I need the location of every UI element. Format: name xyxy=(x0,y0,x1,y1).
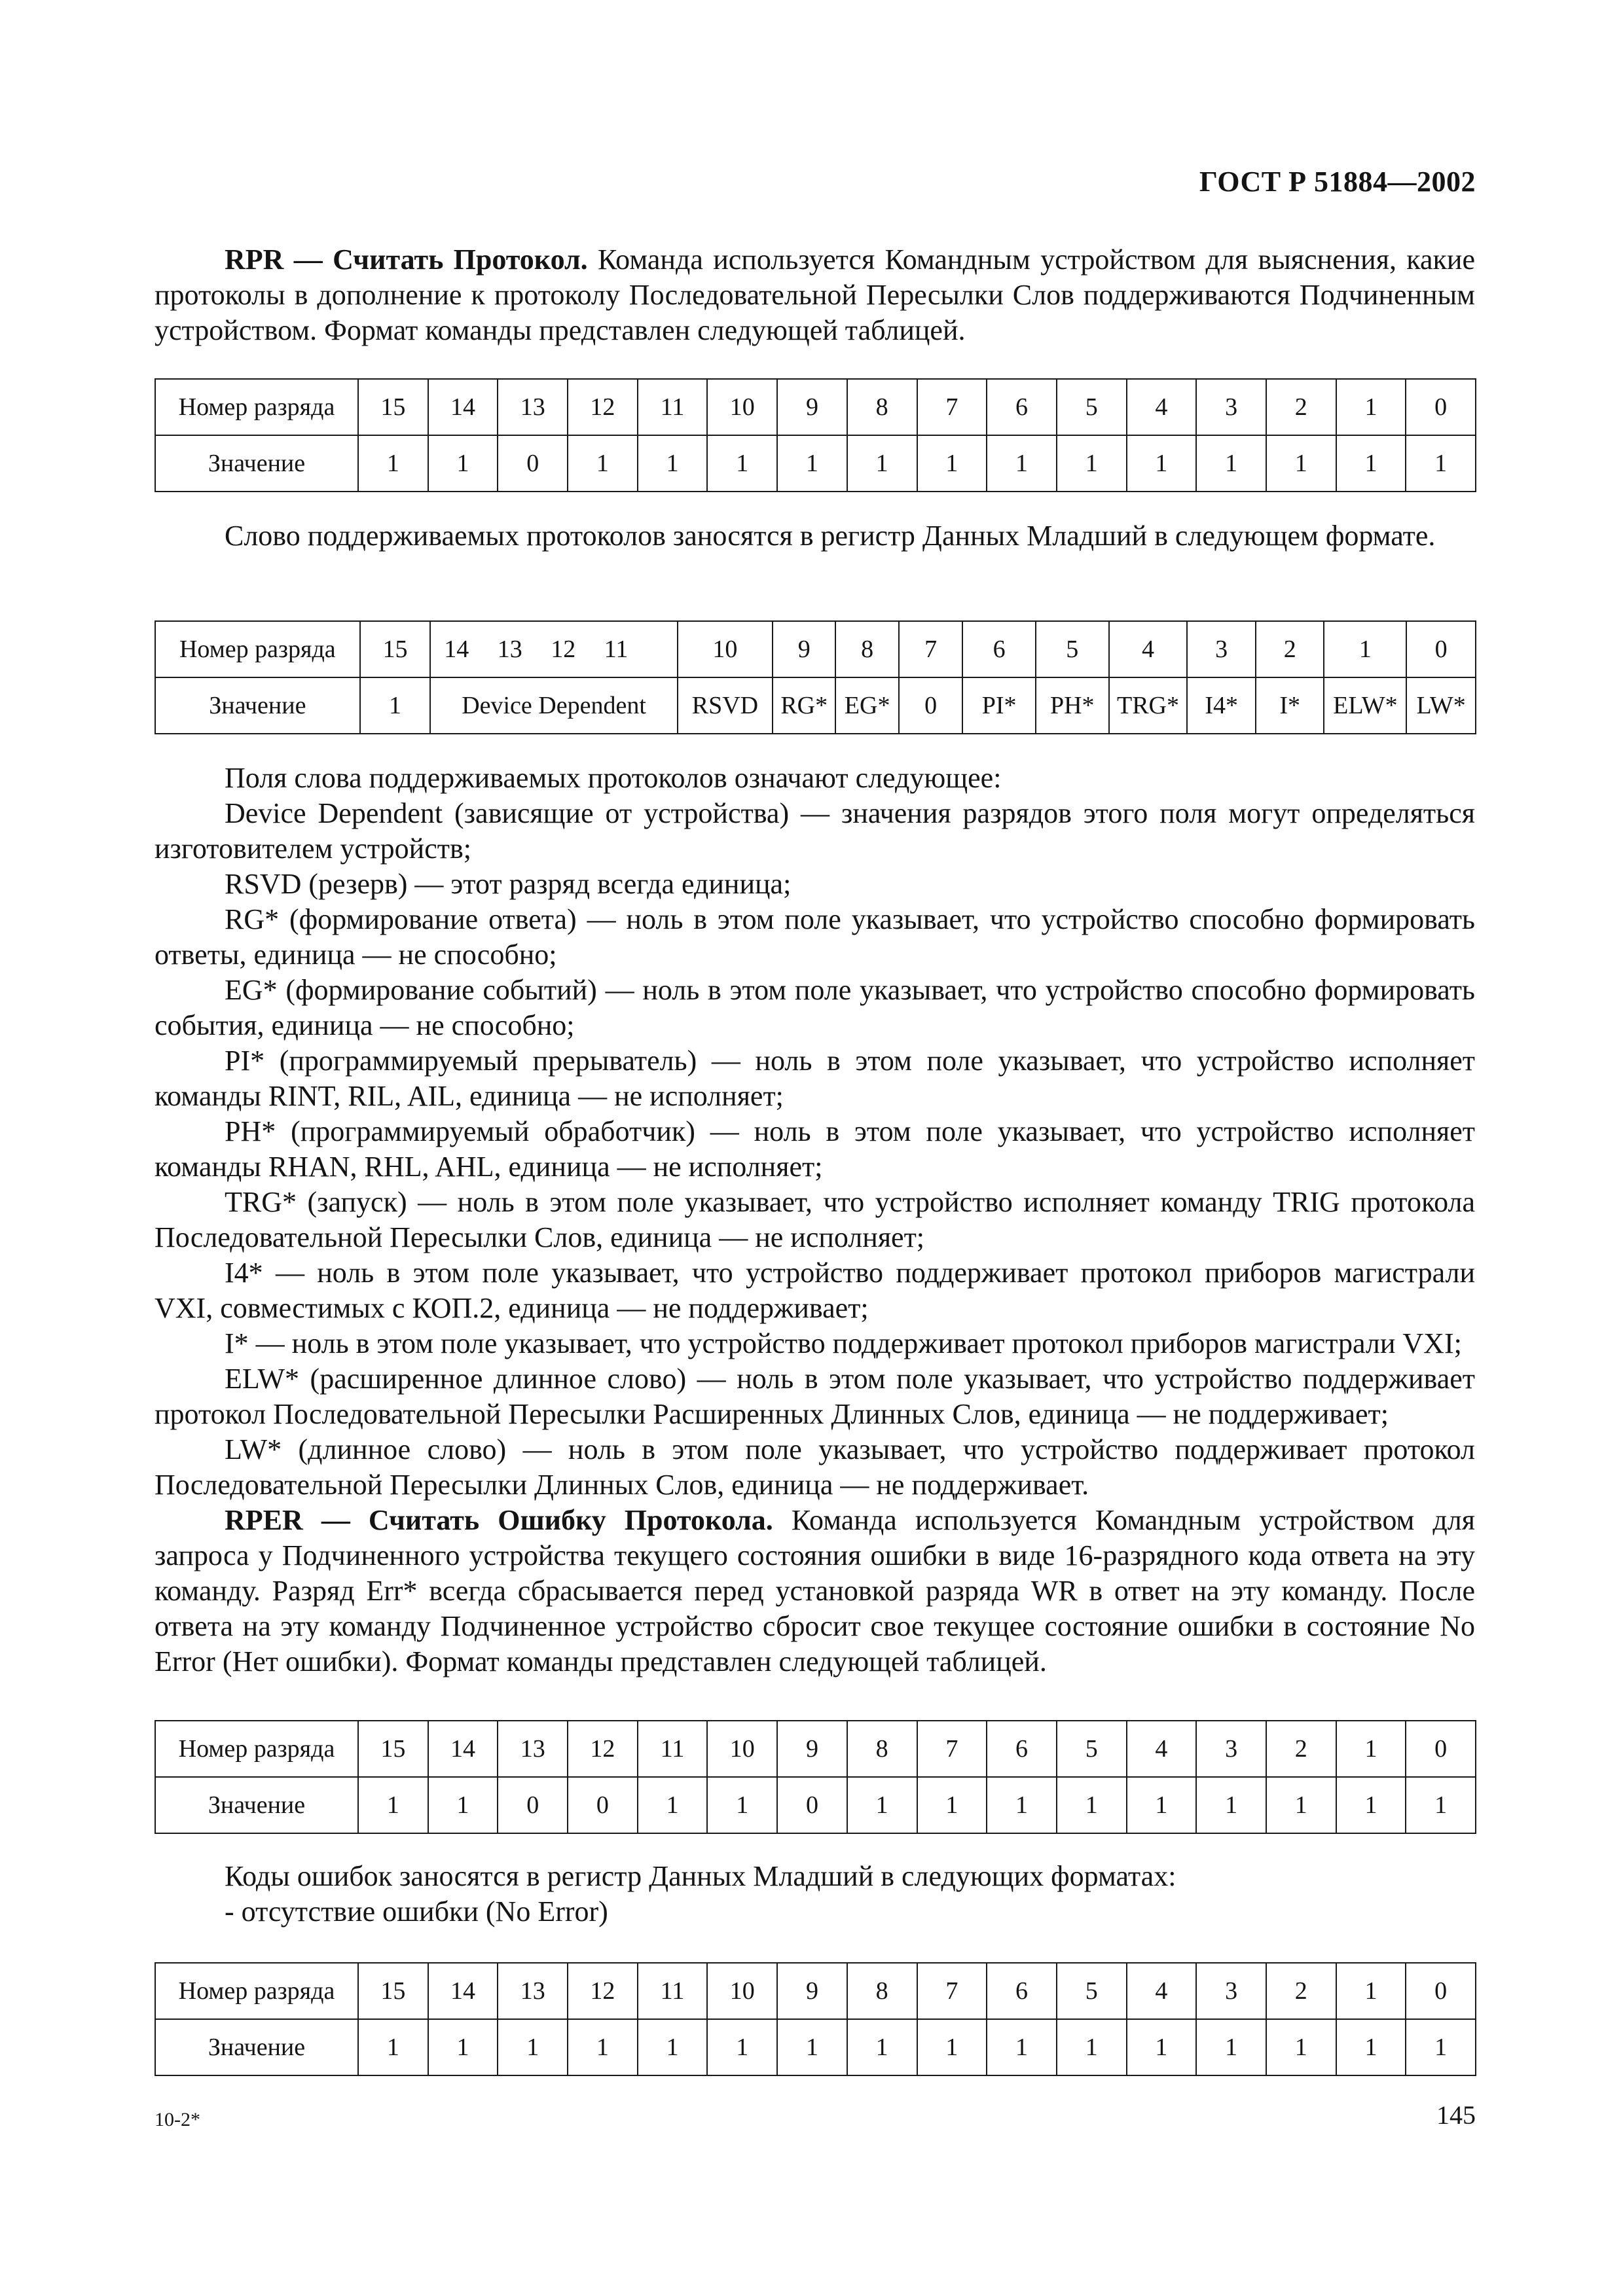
value-cell: 1 xyxy=(1266,435,1336,492)
value-cell: 1 xyxy=(428,2019,498,2075)
value-cell: 0 xyxy=(498,1777,568,1833)
value-cell: 1 xyxy=(1196,2019,1266,2075)
field-item: ELW* (расширенное длинное слово) — ноль в этом поле указывает, что устройство поддерживает протокол Последовательной Пересылки Расширенных Длинных Слов, единица — не поддерживает; xyxy=(155,1363,1475,1430)
value-cell: ELW* xyxy=(1324,677,1406,734)
value-cell: 1 xyxy=(917,1777,987,1833)
value-cell: 0 xyxy=(498,435,568,492)
bit-cell: 4 xyxy=(1127,379,1197,435)
value-cell: 1 xyxy=(1406,435,1476,492)
value-cell: PH* xyxy=(1036,677,1109,734)
value-cell: RG* xyxy=(773,677,835,734)
field-item: EG* (формирование событий) — ноль в этом поле указывает, что устройство способно формировать события, единица — не способно; xyxy=(155,974,1475,1041)
value-cell: 1 xyxy=(987,435,1057,492)
error-codes-paragraph xyxy=(155,1859,1475,1929)
page-number: 145 xyxy=(1436,2100,1476,2130)
bit-cell: 15 xyxy=(358,1963,428,2019)
value-cell: EG* xyxy=(835,677,898,734)
bit-cell: 2 xyxy=(1266,1721,1336,1777)
value-cell: 1 xyxy=(1336,1777,1406,1833)
bit-cell: 13 xyxy=(498,1721,568,1777)
table-row-bits xyxy=(155,1721,1476,1777)
row-label-bits: Номер разряда xyxy=(155,621,360,677)
field-item: TRG* (запуск) — ноль в этом поле указывает, что устройство исполняет команду TRIG протокола Последовательной Пересылки Слов, единица — не исполняет; xyxy=(155,1186,1475,1253)
table-row-bits xyxy=(155,379,1476,435)
value-cell: LW* xyxy=(1406,677,1476,734)
value-cell: 1 xyxy=(638,1777,708,1833)
value-cell: 1 xyxy=(638,435,708,492)
bit-cell: 1 xyxy=(1336,379,1406,435)
value-cell: 1 xyxy=(358,1777,428,1833)
value-cell: 1 xyxy=(1127,435,1197,492)
rper-text: Команда используется Командным устройством для запроса у Подчиненного устройства текущего состояния ошибки в виде 16-разрядного кода ответа на эту команду. Разряд Err* всегда сбрасывается перед установкой разряда WR в ответ на эту команду. После ответа на эту команду Подчиненное устройство сбросит свое текущее состояние ошибки в состояние No Error (Нет ошибки). Формат команды представлен следующей таблицей. xyxy=(155,1504,1475,1677)
bit-cell: 0 xyxy=(1406,1963,1476,2019)
value-cell: 1 xyxy=(847,435,917,492)
bit-cell: 6 xyxy=(987,1963,1057,2019)
bit-cell: 3 xyxy=(1196,379,1266,435)
bit-cell: 12 xyxy=(568,1721,638,1777)
value-cell: 1 xyxy=(1057,2019,1127,2075)
value-cell: 0 xyxy=(899,677,962,734)
bit-cell: 0 xyxy=(1406,379,1476,435)
bit-cell: 5 xyxy=(1036,621,1109,677)
bit-cell: 15 xyxy=(358,1721,428,1777)
value-cell: 1 xyxy=(847,2019,917,2075)
bit-cell: 14 xyxy=(428,1721,498,1777)
bit-cell: 4 xyxy=(1109,621,1188,677)
value-cell: 1 xyxy=(1057,435,1127,492)
bit-cell: 13 xyxy=(498,379,568,435)
value-cell: 1 xyxy=(847,1777,917,1833)
value-cell: Device Dependent xyxy=(430,677,678,734)
bit-cell: 11 xyxy=(638,379,708,435)
value-cell: 1 xyxy=(428,435,498,492)
value-cell: 1 xyxy=(428,1777,498,1833)
bit-cell: 4 xyxy=(1127,1721,1197,1777)
table-row-values xyxy=(155,435,1476,492)
field-item: PH* (программируемый обработчик) — ноль в этом поле указывает, что устройство исполняет команды RHAN, RHL, AHL, единица — не исполняет; xyxy=(155,1115,1475,1183)
value-cell: 1 xyxy=(1196,1777,1266,1833)
value-cell: 1 xyxy=(1406,2019,1476,2075)
rpr-command-table xyxy=(155,378,1476,492)
bit-cell: 0 xyxy=(1406,1721,1476,1777)
value-cell: 1 xyxy=(498,2019,568,2075)
table-row-bits xyxy=(155,1963,1476,2019)
row-label-bits: Номер разряда xyxy=(155,379,358,435)
value-cell: 1 xyxy=(1266,1777,1336,1833)
bit-cell: 8 xyxy=(847,1721,917,1777)
field-item: Device Dependent (зависящие от устройства) — значения разрядов этого поля могут определяться изготовителем устройств; xyxy=(155,797,1475,865)
value-cell: 1 xyxy=(707,435,777,492)
bit-cell: 14 xyxy=(428,1963,498,2019)
bit-cell: 9 xyxy=(773,621,835,677)
bit-cell: 9 xyxy=(777,1721,847,1777)
value-cell: 1 xyxy=(1406,1777,1476,1833)
bit-cell: 3 xyxy=(1196,1963,1266,2019)
value-cell: 1 xyxy=(1057,1777,1127,1833)
value-cell: 1 xyxy=(568,2019,638,2075)
bit-cell: 3 xyxy=(1196,1721,1266,1777)
value-cell: 1 xyxy=(777,435,847,492)
field-item: I* — ноль в этом поле указывает, что устройство поддерживает протокол приборов магистрали VXI; xyxy=(225,1327,1462,1359)
value-cell: PI* xyxy=(962,677,1036,734)
error-codes-intro: Коды ошибок заносятся в регистр Данных Младший в следующих форматах: xyxy=(225,1860,1176,1892)
bit-cell: 8 xyxy=(847,1963,917,2019)
bit-cell: 1 xyxy=(1336,1963,1406,2019)
bit-cell: 14 13 12 11 xyxy=(430,621,678,677)
rpr-term: RPR — Считать Протокол. xyxy=(225,243,588,276)
value-cell: 1 xyxy=(1266,2019,1336,2075)
value-cell: 1 xyxy=(358,2019,428,2075)
field-item: PI* (программируемый прерыватель) — ноль в этом поле указывает, что устройство исполняет команды RINT, RIL, AIL, единица — не исполняет; xyxy=(155,1045,1475,1112)
bit-cell: 1 xyxy=(1336,1721,1406,1777)
rper-term: RPER — Считать Ошибку Протокола. xyxy=(225,1504,773,1536)
rpr-text: Команда используется Командным устройством для выяснения, какие протоколы в дополнение к протоколу Последовательной Пересылки Слов поддерживаются Подчиненным устройством. Формат команды представлен следующей таблицей. xyxy=(155,243,1475,346)
bit-cell: 2 xyxy=(1256,621,1324,677)
value-cell: 1 xyxy=(917,2019,987,2075)
bit-cell: 11 xyxy=(638,1721,708,1777)
bit-cell: 3 xyxy=(1187,621,1256,677)
value-cell: RSVD xyxy=(678,677,773,734)
bit-cell: 7 xyxy=(899,621,962,677)
value-cell: 1 xyxy=(777,2019,847,2075)
bit-cell: 10 xyxy=(707,379,777,435)
value-cell: 1 xyxy=(1336,435,1406,492)
bit-cell: 14 xyxy=(428,379,498,435)
rpr-paragraph xyxy=(155,242,1475,348)
bit-cell: 7 xyxy=(917,1721,987,1777)
word-format-text: Слово поддерживаемых протоколов заносятся в регистр Данных Младший в следующем формате. xyxy=(225,520,1436,552)
bit-cell: 15 xyxy=(358,379,428,435)
row-label-bits: Номер разряда xyxy=(155,1721,358,1777)
value-cell: 1 xyxy=(707,1777,777,1833)
rper-command-table xyxy=(155,1720,1476,1834)
table-row-bits xyxy=(155,621,1476,677)
bit-cell: 8 xyxy=(847,379,917,435)
table-row-values xyxy=(155,1777,1476,1833)
value-cell: 1 xyxy=(568,435,638,492)
table-row-values xyxy=(155,2019,1476,2075)
value-cell: 1 xyxy=(987,2019,1057,2075)
value-cell: 1 xyxy=(360,677,431,734)
sheet-mark: 10-2* xyxy=(155,2109,200,2130)
field-item: I4* — ноль в этом поле указывает, что устройство поддерживает протокол приборов магистрали VXI, совместимых с КОП.2, единица — не поддерживает; xyxy=(155,1257,1475,1324)
bit-cell: 5 xyxy=(1057,379,1127,435)
bit-cell: 6 xyxy=(987,1721,1057,1777)
value-cell: 1 xyxy=(1336,2019,1406,2075)
value-cell: 1 xyxy=(1127,2019,1197,2075)
field-item: RG* (формирование ответа) — ноль в этом поле указывает, что устройство способно формировать ответы, единица — не способно; xyxy=(155,903,1475,971)
no-error-table xyxy=(155,1962,1476,2076)
bit-cell: 5 xyxy=(1057,1721,1127,1777)
bit-cell: 10 xyxy=(707,1963,777,2019)
value-cell: 1 xyxy=(707,2019,777,2075)
fields-description xyxy=(155,761,1475,1679)
rper-paragraph xyxy=(155,1503,1475,1679)
bit-cell: 1 xyxy=(1324,621,1406,677)
bit-cell: 0 xyxy=(1406,621,1476,677)
bit-cell: 7 xyxy=(917,379,987,435)
value-cell: 1 xyxy=(1196,435,1266,492)
table-row-values xyxy=(155,677,1476,734)
value-cell: 1 xyxy=(358,435,428,492)
word-format-paragraph xyxy=(155,518,1475,554)
row-label-values: Значение xyxy=(155,2019,358,2075)
row-label-values: Значение xyxy=(155,677,360,734)
bit-cell: 15 xyxy=(360,621,431,677)
value-cell: 1 xyxy=(1127,1777,1197,1833)
bit-cell: 8 xyxy=(835,621,898,677)
bit-cell: 9 xyxy=(777,1963,847,2019)
error-code-item: - отсутствие ошибки (No Error) xyxy=(225,1895,608,1928)
bit-cell: 5 xyxy=(1057,1963,1127,2019)
row-label-values: Значение xyxy=(155,435,358,492)
value-cell: 0 xyxy=(777,1777,847,1833)
value-cell: 1 xyxy=(917,435,987,492)
fields-intro: Поля слова поддерживаемых протоколов означают следующее: xyxy=(225,762,1002,794)
field-item: RSVD (резерв) — этот разряд всегда единица; xyxy=(225,868,792,900)
field-item: LW* (длинное слово) — ноль в этом поле указывает, что устройство поддерживает протокол Последовательной Пересылки Длинных Слов, единица — не поддерживает. xyxy=(155,1433,1475,1501)
bit-cell: 12 xyxy=(568,379,638,435)
bit-cell: 10 xyxy=(707,1721,777,1777)
bit-cell: 2 xyxy=(1266,1963,1336,2019)
value-cell: I4* xyxy=(1187,677,1256,734)
value-cell: 1 xyxy=(638,2019,708,2075)
bit-cell: 9 xyxy=(777,379,847,435)
bit-cell: 7 xyxy=(917,1963,987,2019)
bit-cell: 6 xyxy=(987,379,1057,435)
value-cell: 1 xyxy=(987,1777,1057,1833)
bit-cell: 2 xyxy=(1266,379,1336,435)
bit-cell: 6 xyxy=(962,621,1036,677)
value-cell: TRG* xyxy=(1109,677,1188,734)
bit-cell: 11 xyxy=(638,1963,708,2019)
bit-cell: 12 xyxy=(568,1963,638,2019)
bit-cell: 13 xyxy=(498,1963,568,2019)
standard-header: ГОСТ Р 51884—2002 xyxy=(1199,166,1476,198)
value-cell: I* xyxy=(1256,677,1324,734)
value-cell: 0 xyxy=(568,1777,638,1833)
protocol-word-table xyxy=(155,620,1476,734)
bit-cell: 10 xyxy=(678,621,773,677)
row-label-values: Значение xyxy=(155,1777,358,1833)
bit-cell: 4 xyxy=(1127,1963,1197,2019)
row-label-bits: Номер разряда xyxy=(155,1963,358,2019)
